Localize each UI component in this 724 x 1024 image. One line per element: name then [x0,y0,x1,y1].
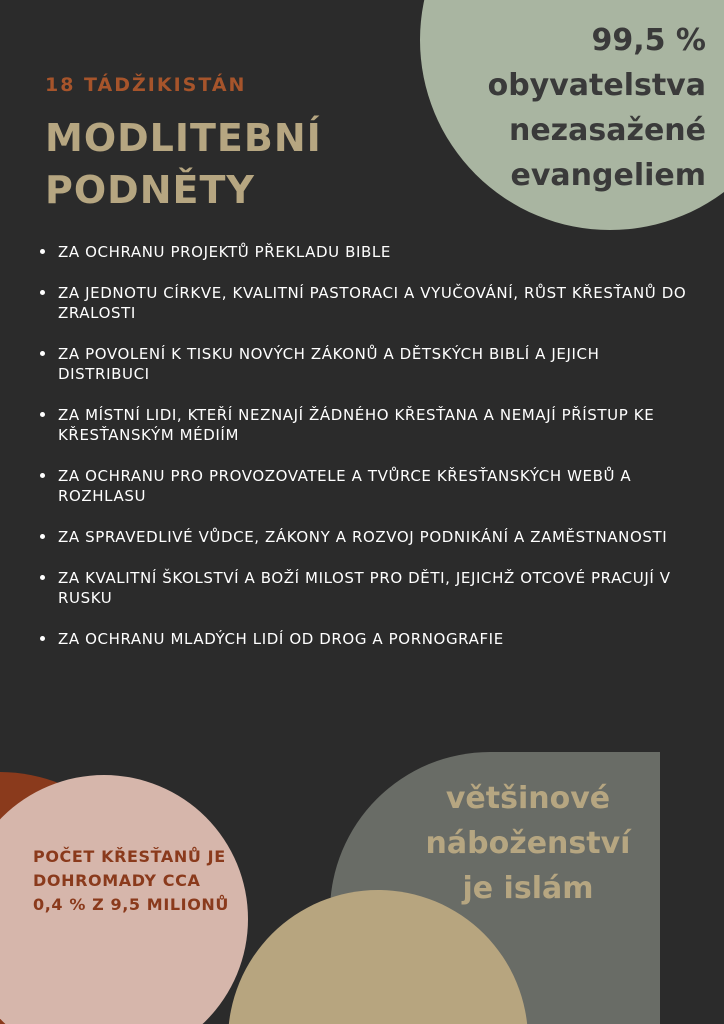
religion-stat: většinové náboženství je islám [425,781,631,906]
page-title: MODLITEBNÍ PODNĚTY [45,116,322,212]
prayer-item [40,466,690,506]
prayer-text: ZA KVALITNÍ ŠKOLSTVÍ A BOŽÍ MILOST PRO DĚTI, JEJICHŽ OTCOVÉ PRACUJÍ V RUSKU [58,569,671,607]
prayer-text: ZA OCHRANU PRO PROVOZOVATELE A TVŮRCE KŘESŤANSKÝCH WEBŮ A ROZHLASU [58,467,632,505]
bullet-icon [40,575,45,580]
prayer-text: ZA MÍSTNÍ LIDI, KTEŘÍ NEZNAJÍ ŽÁDNÉHO KŘESŤANA A NEMAJÍ PŘÍSTUP KE KŘESŤANSKÝM MÉDIÍM [58,406,655,444]
bullet-icon [40,351,45,356]
prayer-item [40,283,690,323]
prayer-item [40,568,690,608]
prayer-item [40,242,690,262]
bullet-icon [40,412,45,417]
prayer-item [40,344,690,384]
prayer-item [40,629,690,649]
bullet-icon [40,473,45,478]
unreached-stat: 99,5 % obyvatelstva nezasažené evangeliem [487,23,706,193]
prayer-list [40,242,690,670]
prayer-text: ZA OCHRANU MLADÝCH LIDÍ OD DROG A PORNOGRAFIE [58,630,504,648]
prayer-text: ZA JEDNOTU CÍRKVE, KVALITNÍ PASTORACI A VYUČOVÁNÍ, RŮST KŘESŤANŮ DO ZRALOSTI [58,284,687,322]
christians-stat: POČET KŘESŤANŮ JE DOHROMADY CCA 0,4 % Z 9,5 MILIONŮ [33,847,230,914]
bullet-icon [40,249,45,254]
prayer-text: ZA SPRAVEDLIVÉ VŮDCE, ZÁKONY A ROZVOJ PODNIKÁNÍ A ZAMĚSTNANOSTI [58,528,668,546]
prayer-item [40,405,690,445]
country-subtitle: 18 TÁDŽIKISTÁN [45,74,247,96]
bullet-icon [40,636,45,641]
prayer-text: ZA POVOLENÍ K TISKU NOVÝCH ZÁKONŮ A DĚTSKÝCH BIBLÍ A JEJICH DISTRIBUCI [58,345,600,383]
prayer-text: ZA OCHRANU PROJEKTŮ PŘEKLADU BIBLE [58,243,391,261]
bullet-icon [40,534,45,539]
bullet-icon [40,290,45,295]
prayer-item [40,527,690,547]
